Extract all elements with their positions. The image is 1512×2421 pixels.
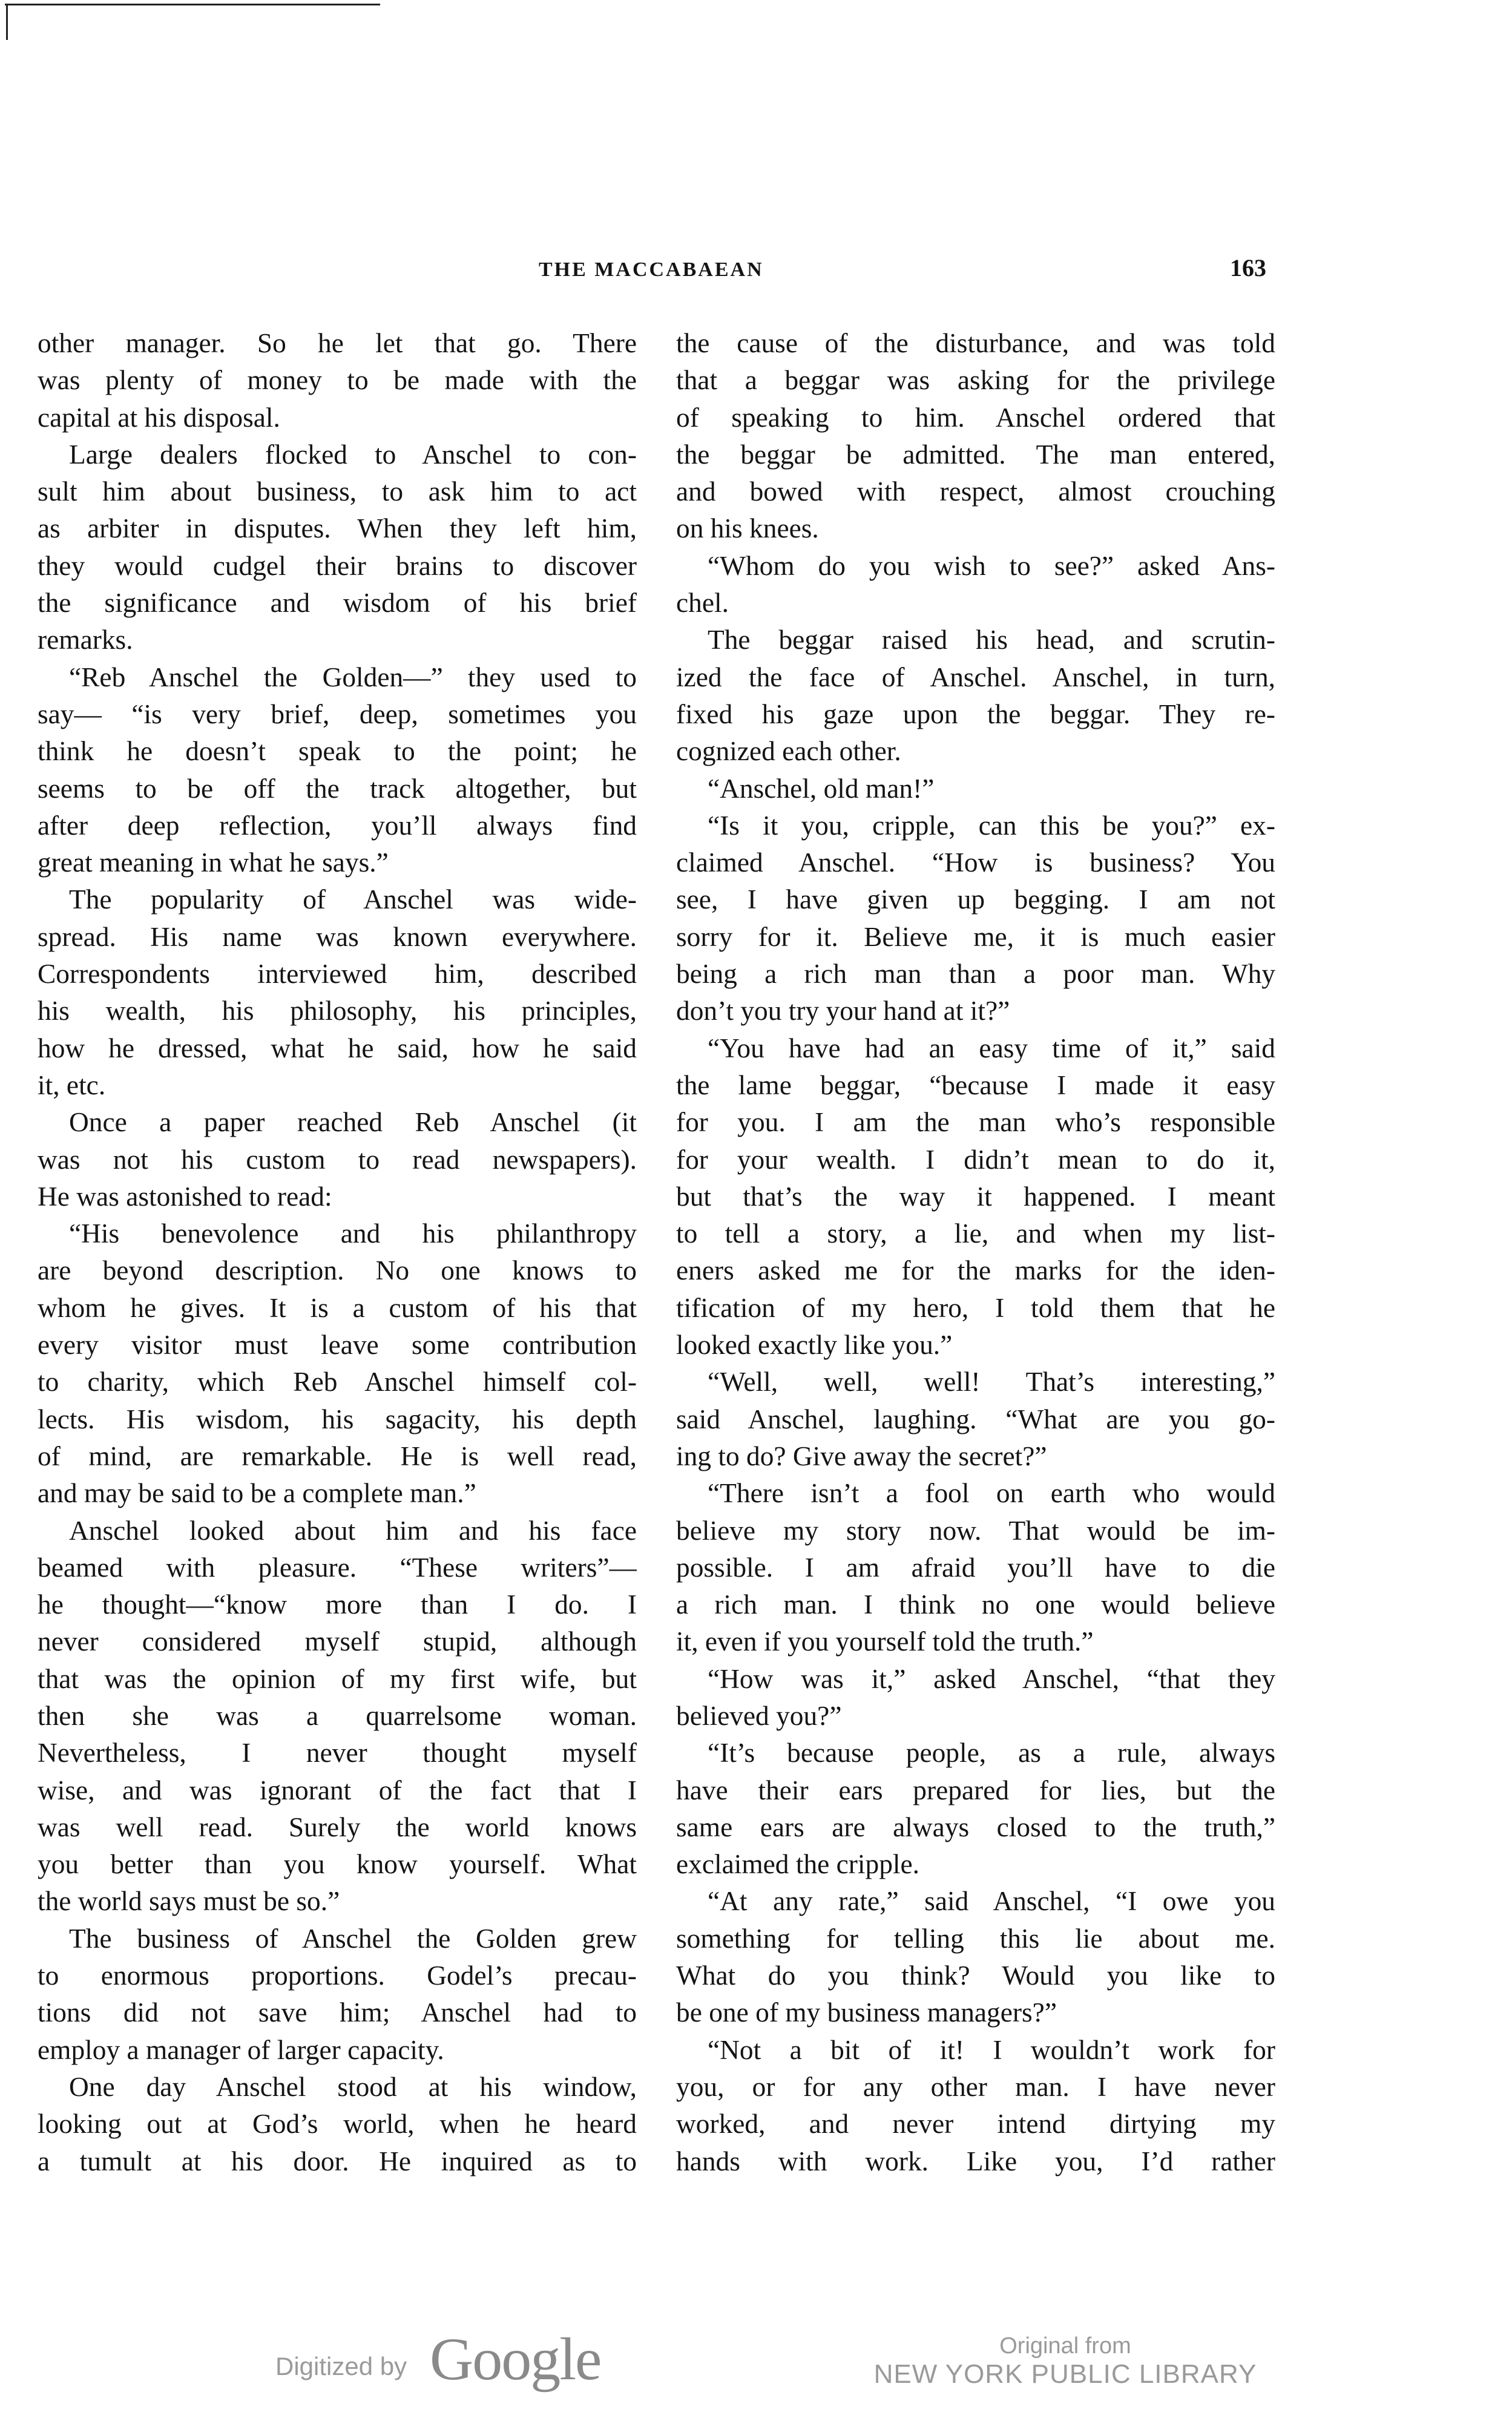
text-line: think he doesn’t speak to the point; he (38, 736, 637, 767)
text-line: One day Anschel stood at his window, (69, 2071, 637, 2102)
text-line: being a rich man than a poor man. Why (676, 959, 1275, 990)
text-line: have their ears prepared for lies, but the (676, 1775, 1275, 1805)
text-line: Nevertheless, I never thought myself (38, 1738, 637, 1769)
text-line: say— “is very brief, deep, sometimes you (38, 698, 637, 729)
left-column (38, 325, 637, 2180)
scan-edge-mark (6, 4, 8, 40)
google-logo: Google (430, 2325, 601, 2393)
text-line: don’t you try your hand at it?” (676, 996, 1010, 1027)
text-line: Large dealers flocked to Anschel to con- (69, 439, 637, 470)
text-line: “At any rate,” said Anschel, “I owe you (708, 1886, 1275, 1917)
text-line: tions did not save him; Anschel had to (38, 1997, 637, 2028)
text-line: he thought—“know more than I do. I (38, 1589, 637, 1620)
text-line: “Is it you, cripple, can this be you?” ex- (708, 810, 1275, 841)
text-line: worked, and never intend dirtying my (676, 2109, 1275, 2140)
text-line: and may be said to be a complete man.” (38, 1478, 476, 1509)
text-line: The beggar raised his head, and scrutin- (708, 625, 1275, 655)
text-line: eners asked me for the marks for the iden- (676, 1255, 1275, 1286)
library-attribution (872, 2333, 1259, 2390)
text-line: Correspondents interviewed him, described (38, 959, 637, 990)
text-line: the world says must be so.” (38, 1886, 340, 1917)
text-line: “You have had an easy time of it,” said (708, 1033, 1275, 1063)
text-line: “Well, well, well! That’s interesting,” (708, 1367, 1275, 1398)
text-line: the beggar be admitted. The man entered, (676, 439, 1275, 470)
text-line: The popularity of Anschel was wide- (69, 884, 637, 915)
text-line: a rich man. I think no one would believe (676, 1589, 1275, 1620)
text-line: see, I have given up begging. I am not (676, 884, 1275, 915)
text-line: a tumult at his door. He inquired as to (38, 2146, 637, 2176)
text-line: be one of my business managers?” (676, 1997, 1057, 2028)
text-line: believed you?” (676, 1700, 842, 1731)
text-line: “His benevolence and his philanthropy (69, 1218, 637, 1249)
text-line: you better than you know yourself. What (38, 1849, 637, 1880)
text-line: of speaking to him. Anschel ordered that (676, 402, 1275, 433)
text-line: ing to do? Give away the secret?” (676, 1440, 1047, 1471)
text-line: as arbiter in disputes. When they left him, (38, 513, 637, 544)
text-line: to charity, which Reb Anschel himself col- (38, 1367, 637, 1398)
text-line: was not his custom to read newspapers). (38, 1144, 637, 1175)
text-line: to tell a story, a lie, and when my list- (676, 1218, 1275, 1249)
library-name: NEW YORK PUBLIC LIBRARY (873, 2359, 1257, 2389)
text-line: tification of my hero, I told them that he (676, 1292, 1275, 1323)
text-line: it, etc. (38, 1069, 106, 1100)
text-line: “Anschel, old man!” (708, 773, 935, 804)
text-line: that was the opinion of my first wife, but (38, 1663, 637, 1694)
text-line: the cause of the disturbance, and was told (676, 328, 1275, 358)
text-line: the significance and wisdom of his brief (38, 588, 637, 619)
text-line: exclaimed the cripple. (676, 1849, 920, 1880)
text-line: for you. I am the man who’s responsible (676, 1107, 1275, 1138)
text-line: the lame beggar, “because I made it easy (676, 1069, 1275, 1100)
text-line: on his knees. (676, 513, 819, 544)
text-line: chel. (676, 588, 729, 619)
text-line: ized the face of Anschel. Anschel, in turn, (676, 662, 1275, 692)
text-line: looking out at God’s world, when he heard (38, 2109, 637, 2140)
text-line: remarks. (38, 625, 133, 655)
text-line: lects. His wisdom, his sagacity, his depth (38, 1404, 637, 1434)
text-line: Anschel looked about him and his face (69, 1515, 637, 1546)
text-line: of mind, are remarkable. He is well read, (38, 1440, 637, 1471)
text-line: “How was it,” asked Anschel, “that they (708, 1663, 1275, 1694)
text-line: but that’s the way it happened. I meant (676, 1181, 1275, 1212)
text-line: spread. His name was known everywhere. (38, 921, 637, 952)
original-from-label: Original from (999, 2333, 1131, 2359)
text-line: “Not a bit of it! I wouldn’t work for (708, 2034, 1275, 2065)
text-line: was plenty of money to be made with the (38, 365, 637, 396)
text-line: for your wealth. I didn’t mean to do it, (676, 1144, 1275, 1175)
running-title: THE MACCABAEAN (539, 258, 764, 281)
text-line: they would cudgel their brains to discover (38, 550, 637, 581)
text-line: other manager. So he let that go. There (38, 328, 637, 358)
text-line: whom he gives. It is a custom of his that (38, 1292, 637, 1323)
text-line: his wealth, his philosophy, his principles, (38, 996, 637, 1027)
text-line: said Anschel, laughing. “What are you go- (676, 1404, 1275, 1434)
text-line: looked exactly like you.” (676, 1330, 953, 1361)
page-header (36, 251, 1271, 287)
text-line: fixed his gaze upon the beggar. They re- (676, 698, 1275, 729)
text-line: how he dressed, what he said, how he said (38, 1033, 637, 1063)
text-line: great meaning in what he says.” (38, 847, 389, 878)
text-line: possible. I am afraid you’ll have to die (676, 1552, 1275, 1583)
scan-edge-rule (5, 4, 380, 5)
text-line: Once a paper reached Reb Anschel (it (69, 1107, 637, 1138)
text-line: never considered myself stupid, although (38, 1626, 637, 1657)
text-line: seems to be off the track altogether, but (38, 773, 637, 804)
page-number: 163 (1230, 254, 1266, 281)
text-line: something for telling this lie about me. (676, 1923, 1275, 1954)
text-line: after deep reflection, you’ll always find (38, 810, 637, 841)
text-line: sult him about business, to ask him to act (38, 476, 637, 507)
text-line: “It’s because people, as a rule, always (708, 1738, 1275, 1769)
text-line: that a beggar was asking for the privilege (676, 365, 1275, 396)
text-line: to enormous proportions. Godel’s precau- (38, 1960, 637, 1991)
text-line: it, even if you yourself told the truth.” (676, 1626, 1094, 1657)
text-line: The business of Anschel the Golden grew (69, 1923, 637, 1954)
text-line: “Reb Anschel the Golden—” they used to (69, 662, 637, 692)
text-line: are beyond description. No one knows to (38, 1255, 637, 1286)
text-line: every visitor must leave some contribution (38, 1330, 637, 1361)
text-line: capital at his disposal. (38, 402, 280, 433)
digitized-by-label: Digitized by (275, 2352, 407, 2380)
text-line: wise, and was ignorant of the fact that I (38, 1775, 637, 1805)
text-line: claimed Anschel. “How is business? You (676, 847, 1275, 878)
text-line: What do you think? Would you like to (676, 1960, 1275, 1991)
text-line: He was astonished to read: (38, 1181, 332, 1212)
text-line: and bowed with respect, almost crouching (676, 476, 1275, 507)
text-line: “There isn’t a fool on earth who would (708, 1478, 1275, 1509)
right-column (676, 325, 1275, 2180)
text-line: “Whom do you wish to see?” asked Ans- (708, 550, 1275, 581)
text-line: you, or for any other man. I have never (676, 2071, 1275, 2102)
text-line: sorry for it. Believe me, it is much easier (676, 921, 1275, 952)
text-line: believe my story now. That would be im- (676, 1515, 1275, 1546)
text-line: employ a manager of larger capacity. (38, 2034, 444, 2065)
text-line: was well read. Surely the world knows (38, 1812, 637, 1842)
text-line: same ears are always closed to the truth,” (676, 1812, 1275, 1842)
text-line: hands with work. Like you, I’d rather (676, 2146, 1275, 2176)
text-line: beamed with pleasure. “These writers”— (38, 1552, 637, 1583)
text-line: cognized each other. (676, 736, 901, 767)
text-line: then she was a quarrelsome woman. (38, 1700, 637, 1731)
